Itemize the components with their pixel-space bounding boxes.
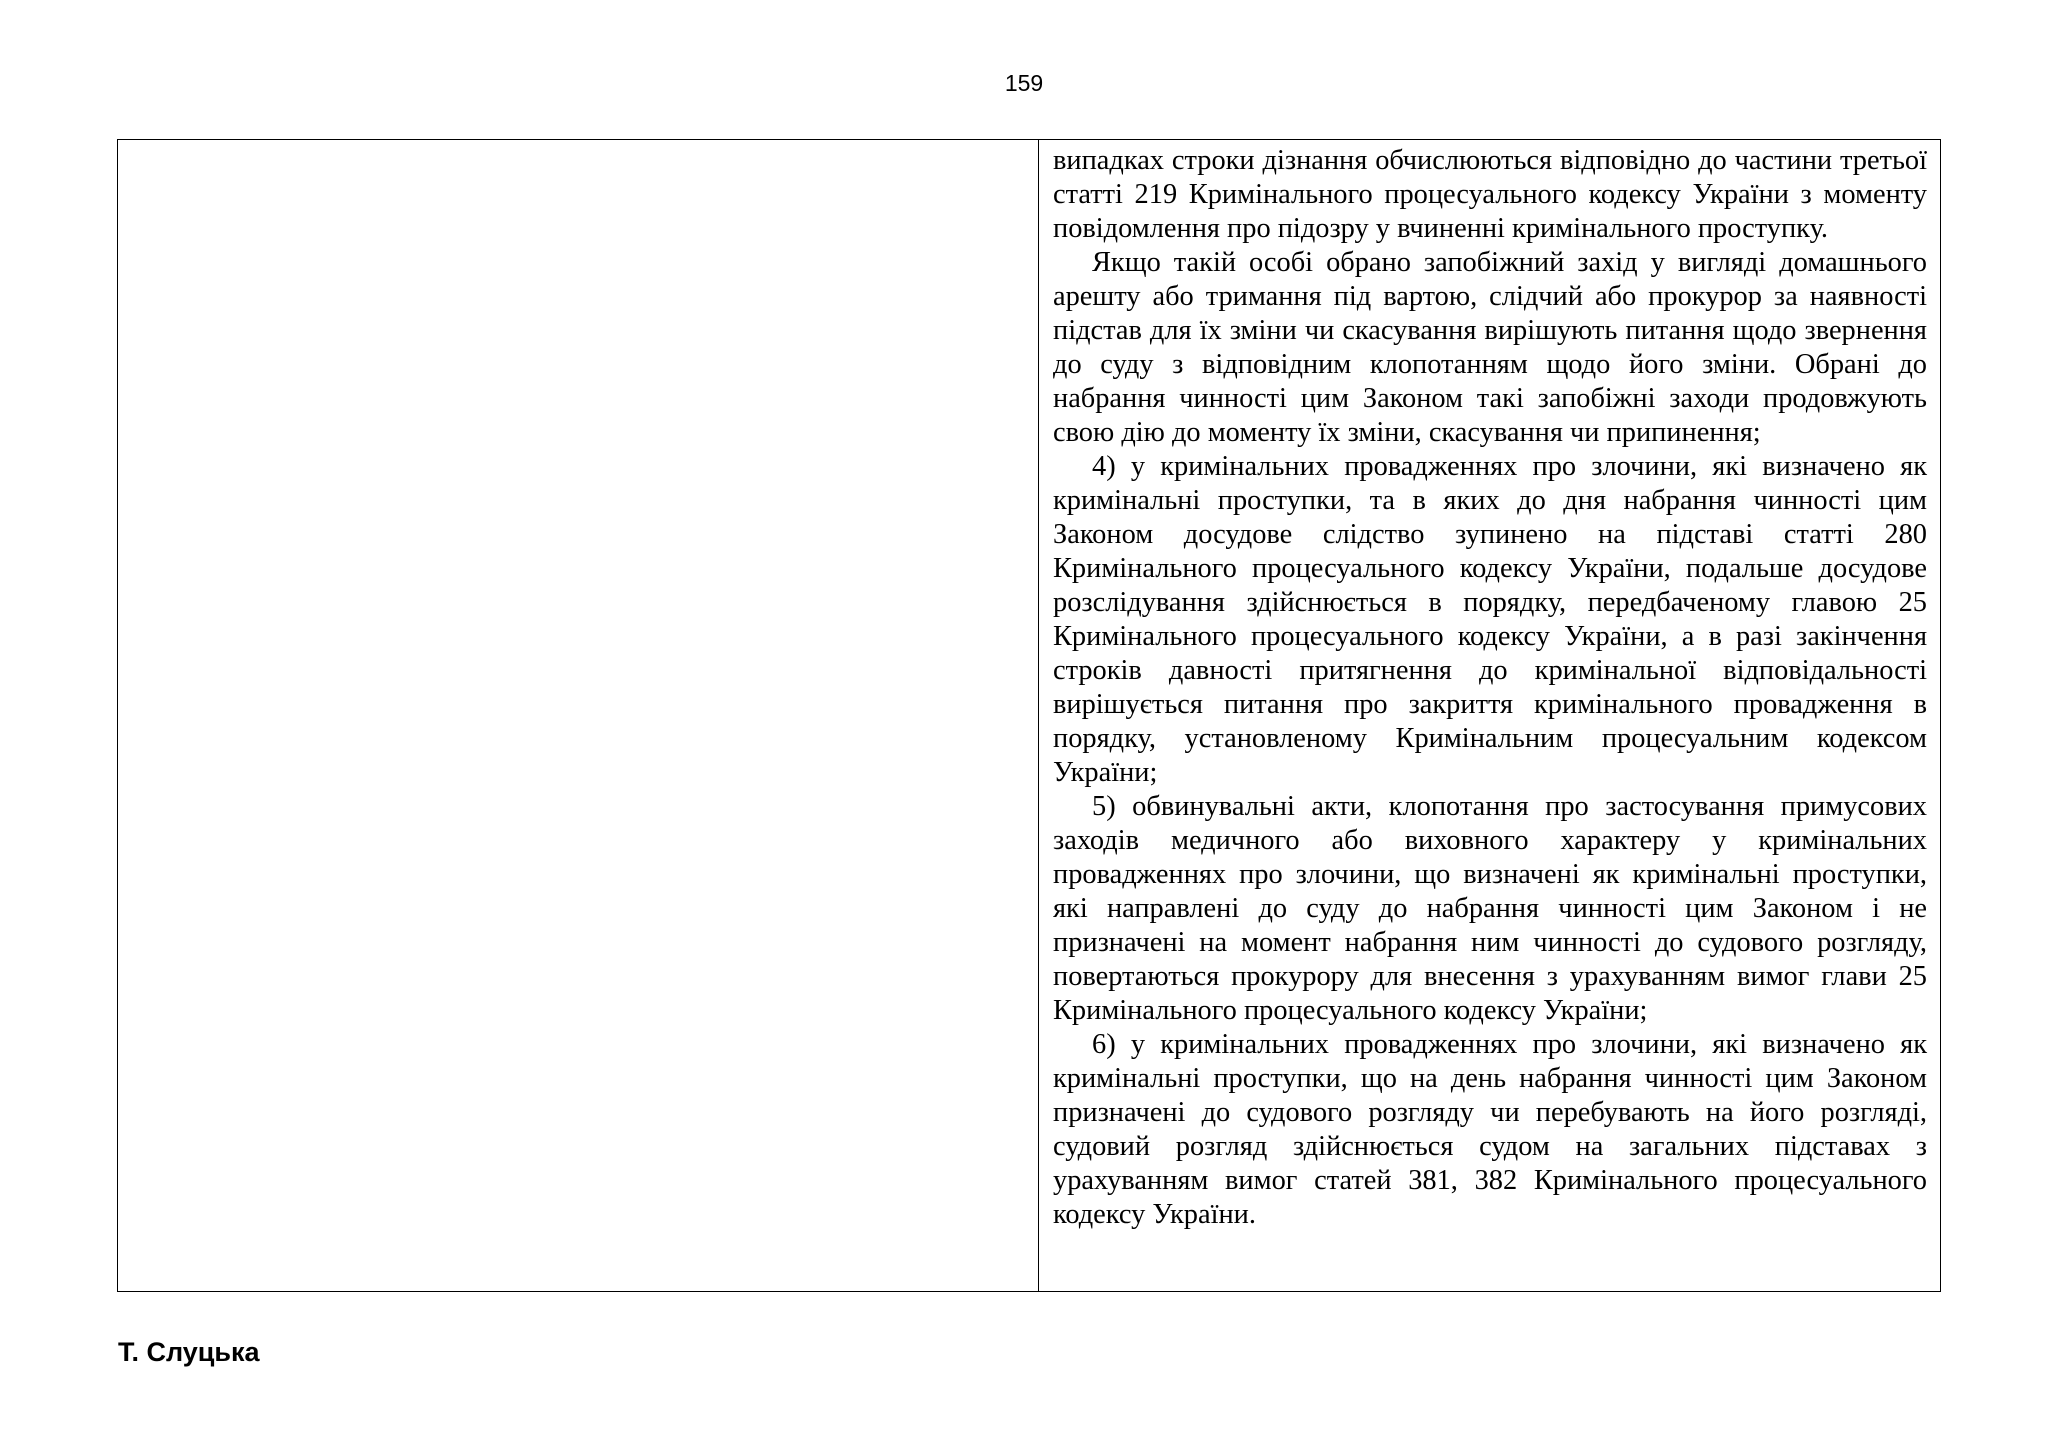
- paragraph-item-4: 4) у кримінальних провадженнях про злочини, які визначено як кримінальні проступки, та в яких до дня набрання чинності цим Законом досудове слідство зупинено на підставі статті 280 Кримінального процесуального кодексу України, подальше досудове розслідування здійснюється в порядку, передбаченому главою 25 Кримінального процесуального кодексу України, а в разі закінчення строків давності притягнення до кримінальної відповідальності вирішується питання про закриття кримінального провадження в порядку, установленому Кримінальним процесуальним кодексом України;: [1053, 451, 1927, 788]
- table-cell-right: [1039, 140, 1940, 1291]
- paragraph-item-5: 5) обвинувальні акти, клопотання про застосування примусових заходів медичного або виховного характеру у кримінальних провадженнях про злочини, що визначені як кримінальні проступки, які направлені до суду до набрання чинності цим Законом і не призначені на момент набрання ним чинності до судового розгляду, повертаються прокурору для внесення з урахуванням вимог глави 25 Кримінального процесуального кодексу України;: [1053, 791, 1927, 1026]
- paragraph-item-6: 6) у кримінальних провадженнях про злочини, які визначено як кримінальні проступки, що на день набрання чинності цим Законом призначені до судового розгляду чи перебувають на його розгляді, судовий розгляд здійснюється судом на загальних підставах з урахуванням вимог статей 381, 382 Кримінального процесуального кодексу України.: [1053, 1029, 1927, 1230]
- comparison-table: [117, 139, 1941, 1292]
- paragraph-preventive-measure: Якщо такій особі обрано запобіжний захід у вигляді домашнього арешту або тримання під вартою, слідчий або прокурор за наявності підстав для їх зміни чи скасування вирішують питання щодо звернення до суду з відповідним клопотанням щодо його зміни. Обрані до набрання чинності цим Законом такі запобіжні заходи продовжують свою дію до моменту їх зміни, скасування чи припинення;: [1053, 247, 1927, 448]
- table-cell-left: [118, 140, 1039, 1291]
- signature-name: Т. Слуцька: [118, 1337, 260, 1367]
- paragraph-continuation: випадках строки дізнання обчислюються відповідно до частини третьої статті 219 Кримінального процесуального кодексу України з моменту повідомлення про підозру у вчиненні кримінального проступку.: [1053, 145, 1927, 244]
- page-number: 159: [1004, 70, 1044, 96]
